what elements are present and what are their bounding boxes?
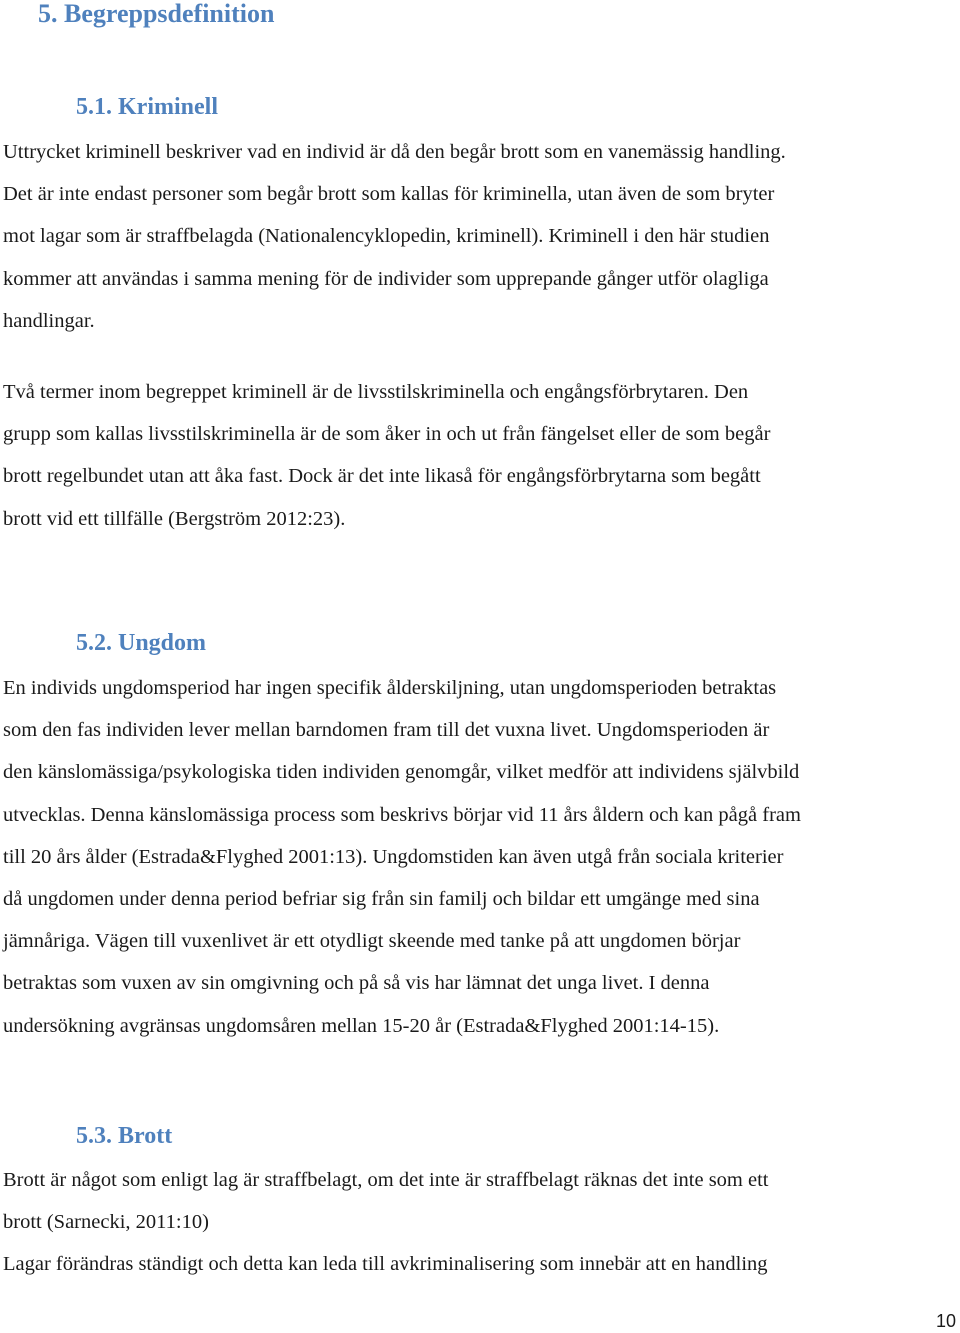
text-line: Uttrycket kriminell beskriver vad en individ är då den begår brott som en vanemässig handling. xyxy=(3,141,786,163)
text-line: grupp som kallas livsstilskriminella är de som åker in och ut från fängelset eller de som begår xyxy=(3,423,771,446)
text-line: Brott är något som enligt lag är straffbelagt, om det inte är straffbelagt räknas det inte som ett xyxy=(3,1169,769,1191)
text-line: brott regelbundet utan att åka fast. Dock är det inte likaså för engångsförbrytarna som begått xyxy=(3,465,761,488)
paragraph-brott xyxy=(3,1159,958,1286)
paragraph-ungdom xyxy=(3,667,958,1047)
text-line: då ungdomen under denna period befriar sig från sin familj och bildar ett umgänge med sina xyxy=(3,887,760,910)
subsection-title-ungdom: 5.2. Ungdom xyxy=(76,630,207,656)
text-line: Lagar förändras ständigt och detta kan leda till avkriminalisering som innebär att en handling xyxy=(3,1253,768,1276)
text-line: mot lagar som är straffbelagda (Nationalencyklopedin, kriminell). Kriminell i den här studien xyxy=(3,225,770,248)
text-line: undersökning avgränsas ungdomsåren mellan 15-20 år (Estrada&Flyghed 2001:14-15). xyxy=(3,1014,720,1037)
text-line: handlingar. xyxy=(3,309,95,332)
section-title: 5. Begreppsdefinition xyxy=(38,0,275,28)
text-line: utvecklas. Denna känslomässiga process som beskrivs börjar vid 11 års åldern och kan pågå fram xyxy=(3,803,801,826)
text-line: En individs ungdomsperiod har ingen specifik ålderskiljning, utan ungdomsperioden betraktas xyxy=(3,677,777,699)
subsection-title-brott: 5.3. Brott xyxy=(76,1123,173,1149)
text-line: till 20 års ålder (Estrada&Flyghed 2001:13). Ungdomstiden kan även utgå från sociala kriterier xyxy=(3,845,784,868)
text-line: brott vid ett tillfälle (Bergström 2012:23). xyxy=(3,507,346,530)
paragraph-kriminell-terms xyxy=(3,371,958,540)
text-line: Det är inte endast personer som begår brott som kallas för kriminella, utan även de som bryter xyxy=(3,183,775,206)
text-line: den känslomässiga/psykologiska tiden individen genomgår, vilket medför att individens självbild xyxy=(3,761,800,784)
text-line: kommer att användas i samma mening för de individer som upprepande gånger utför olagliga xyxy=(3,267,769,290)
text-line: jämnåriga. Vägen till vuxenlivet är ett otydligt skeende med tanke på att ungdomen börjar xyxy=(3,930,741,953)
subsection-title-kriminell: 5.1. Kriminell xyxy=(76,94,218,120)
text-line: betraktas som vuxen av sin omgivning och på så vis har lämnat det unga livet. I denna xyxy=(3,972,710,995)
text-line: brott (Sarnecki, 2011:10) xyxy=(3,1211,209,1234)
page-number: 10 xyxy=(935,1311,956,1331)
text-line: som den fas individen lever mellan barndomen fram till det vuxna livet. Ungdomsperioden är xyxy=(3,719,770,742)
paragraph-kriminell-definition xyxy=(3,131,958,342)
text-line: Två termer inom begreppet kriminell är de livsstilskriminella och engångsförbrytaren. Den xyxy=(3,381,749,403)
